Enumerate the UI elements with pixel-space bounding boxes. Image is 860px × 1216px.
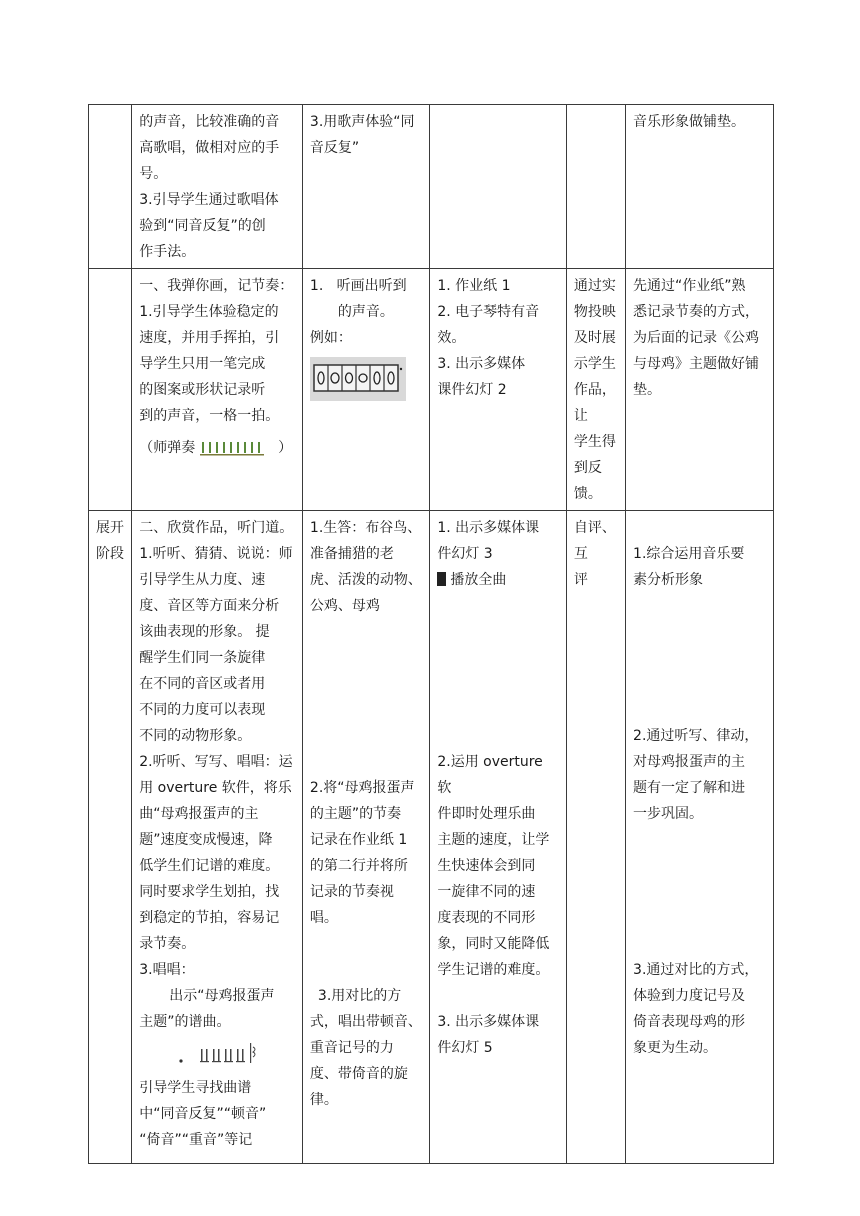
- lesson-plan-table: [88, 104, 774, 1164]
- text-line: 评: [573, 572, 588, 588]
- text-line: 题有一定了解和进: [633, 780, 746, 796]
- rhythm-notation-icon: [200, 439, 274, 457]
- text-line: 作手法。: [139, 244, 196, 260]
- text-line: 悉记录节奏的方式，: [633, 304, 760, 320]
- stage-cell: [89, 511, 132, 1164]
- text-line: 1.生答：布谷鸟、: [309, 520, 422, 536]
- text-line: 1. 听画出听到: [309, 278, 407, 294]
- text-line: 虎、活泼的动物、: [309, 572, 422, 588]
- text-line: 通过实: [573, 278, 616, 294]
- table-row: [89, 269, 774, 511]
- text-line: 音乐形象做铺垫。: [633, 114, 746, 130]
- text-line: 唱。: [309, 910, 338, 926]
- text-line: 素分析形象: [633, 572, 704, 588]
- text-line: 醒学生们同一条旋律: [139, 650, 266, 666]
- stage-label: 阶段: [96, 546, 124, 562]
- text-line: 引导学生寻找曲谱: [139, 1080, 252, 1096]
- text-line: 律。: [309, 1092, 338, 1108]
- text-line: 自评、互: [573, 520, 616, 562]
- text-line: 的第二行并将所: [309, 858, 408, 874]
- text-line: 的声音。: [337, 304, 394, 320]
- text-line: 示学生: [573, 356, 616, 372]
- student-activity-cell: [302, 511, 429, 1164]
- text-line: 倚音表现母鸡的形: [633, 1014, 746, 1030]
- text-line: 件即时处理乐曲: [437, 806, 536, 822]
- text-line: 重音记号的力: [309, 1040, 394, 1056]
- table-row: [89, 511, 774, 1164]
- text-line: “倚音”“重音”等记: [139, 1132, 253, 1148]
- text-line: 物投映: [573, 304, 616, 320]
- text-line: 高歌唱，做相对应的手: [139, 140, 280, 156]
- text-line: 1. 作业纸 1: [437, 278, 511, 294]
- resources-cell: [430, 105, 567, 269]
- text-line: 1. 出示多媒体课: [437, 520, 540, 536]
- text-line: 象更为生动。: [633, 1040, 718, 1056]
- student-activity-cell: [302, 105, 429, 269]
- resources-cell: [430, 269, 567, 511]
- text-line: 不同的力度可以表现: [139, 702, 266, 718]
- teacher-activity-cell: [132, 511, 303, 1164]
- text-line: （师弹奏: [139, 440, 196, 456]
- text-line: 2. 电子琴特有音: [437, 304, 540, 320]
- text-line: 例如：: [309, 330, 352, 346]
- text-line: 验到“同音反复”的创: [139, 218, 266, 234]
- text-line: 录节奏。: [139, 936, 196, 952]
- text-line: 一、我弹你画，记节奏：: [139, 278, 294, 294]
- text-line: 准备捕猎的老: [309, 546, 394, 562]
- stage-label: 展开: [96, 520, 124, 536]
- text-line: 象，同时又能降低: [437, 936, 550, 952]
- text-line: 中“同音反复”“顿音”: [139, 1106, 267, 1122]
- resources-cell: [430, 511, 567, 1164]
- text-line: 先通过“作业纸”熟: [633, 278, 746, 294]
- student-activity-cell: [302, 269, 429, 511]
- text-line: 该曲表现的形象。 提: [139, 624, 270, 640]
- text-line: 到的声音，一格一拍。: [139, 408, 280, 424]
- table-row: [89, 105, 774, 269]
- text-line: 3.通过对比的方式，: [633, 962, 759, 978]
- text-line: 的声音，比较准确的音: [139, 114, 280, 130]
- text-line: 及时展: [573, 330, 616, 346]
- text-line: 式，唱出带顿音、: [309, 1014, 422, 1030]
- text-line: 效。: [437, 330, 466, 346]
- text-line: 号。: [139, 166, 168, 182]
- text-line: 低学生们记谱的难度。: [139, 858, 280, 874]
- text-line: 2.通过听写、律动，: [633, 728, 759, 744]
- text-line: 学生得: [573, 434, 616, 450]
- text-line: 记录的节奏视: [309, 884, 394, 900]
- evaluation-cell: [566, 269, 625, 511]
- text-line: 度表现的不同形: [437, 910, 536, 926]
- teacher-play-line: [139, 435, 295, 461]
- text-line: 1.引导学生体验稳定的: [139, 304, 279, 320]
- text-line: 记录在作业纸 1: [309, 832, 408, 848]
- design-intent-cell: [626, 511, 774, 1164]
- text-line: 的主题”的节奏: [309, 806, 402, 822]
- text-line: 1.听听、猜猜、说说：师: [139, 546, 293, 562]
- text-line: 公鸡、母鸡: [309, 598, 380, 614]
- text-line: 不同的动物形象。: [139, 728, 252, 744]
- text-line: 度、带倚音的旋: [309, 1066, 408, 1082]
- text-line: 度、音区等方面来分析: [139, 598, 280, 614]
- text-line: 学生记谱的难度。: [437, 962, 550, 978]
- text-line: 音反复”: [309, 140, 360, 156]
- text-line: 在不同的音区或者用: [139, 676, 266, 692]
- text-line: 1.综合运用音乐要: [633, 546, 745, 562]
- text-line: 2.将“母鸡报蛋声: [309, 780, 415, 796]
- text-line: 3. 出示多媒体: [437, 356, 526, 372]
- text-line: 2.听听、写写、唱唱：运: [139, 754, 293, 770]
- text-line: 导学生只用一笔完成: [139, 356, 266, 372]
- text-line: 主题”的谱曲。: [139, 1014, 231, 1030]
- text-line: 出示“母鸡报蛋声: [169, 988, 275, 1004]
- text-line: 3.唱唱：: [139, 962, 195, 978]
- design-intent-cell: [626, 269, 774, 511]
- text-line: 题”速度变成慢速，降: [139, 832, 273, 848]
- square-bullet-icon: [437, 572, 446, 586]
- text-line: 件幻灯 5: [437, 1040, 493, 1056]
- text-line: 作品，让: [573, 382, 616, 424]
- stage-cell: [89, 269, 132, 511]
- text-line: 播放全曲: [450, 572, 507, 588]
- text-line: 件幻灯 3: [437, 546, 493, 562]
- text-line: 到反馈。: [573, 460, 602, 502]
- text-line: 与母鸡》主题做好铺: [633, 356, 760, 372]
- text-line: 2.运用 overture 软: [437, 754, 543, 796]
- play-line: [437, 567, 559, 593]
- text-line: 曲“母鸡报蛋声的主: [139, 806, 259, 822]
- teacher-activity-cell: [132, 269, 303, 511]
- text-line: 一步巩固。: [633, 806, 704, 822]
- text-line: 引导学生从力度、速: [139, 572, 266, 588]
- text-line: 对母鸡报蛋声的主: [633, 754, 746, 770]
- text-line: 3.用对比的方: [317, 988, 402, 1004]
- text-line: 用 overture 软件，将乐: [139, 780, 292, 796]
- text-line: 为后面的记录《公鸡: [633, 330, 760, 346]
- text-line: 主题的速度，让学: [437, 832, 550, 848]
- design-intent-cell: [626, 105, 774, 269]
- text-line: 3.用歌声体验“同: [309, 114, 415, 130]
- text-line: 课件幻灯 2: [437, 382, 507, 398]
- evaluation-cell: [566, 105, 625, 269]
- text-line: 速度，并用手挥拍，引: [139, 330, 280, 346]
- text-line: 体验到力度记号及: [633, 988, 746, 1004]
- evaluation-cell: [566, 511, 625, 1164]
- text-line: 的图案或形状记录听: [139, 382, 266, 398]
- teacher-activity-cell: [132, 105, 303, 269]
- text-line: 垫。: [633, 382, 662, 398]
- text-line: 生快速体会到同: [437, 858, 536, 874]
- text-line: 3.引导学生通过歌唱体: [139, 192, 279, 208]
- rhythm-drawing-example-image: [310, 357, 406, 401]
- score-excerpt-image: [139, 1039, 275, 1069]
- text-line: 二、欣赏作品，听门道。: [139, 520, 294, 536]
- text-line: 3. 出示多媒体课: [437, 1014, 540, 1030]
- text-line: 到稳定的节拍，容易记: [139, 910, 280, 926]
- text-line: ）: [278, 440, 293, 456]
- stage-cell: [89, 105, 132, 269]
- text-line: 同时要求学生划拍，找: [139, 884, 280, 900]
- text-line: 一旋律不同的速: [437, 884, 536, 900]
